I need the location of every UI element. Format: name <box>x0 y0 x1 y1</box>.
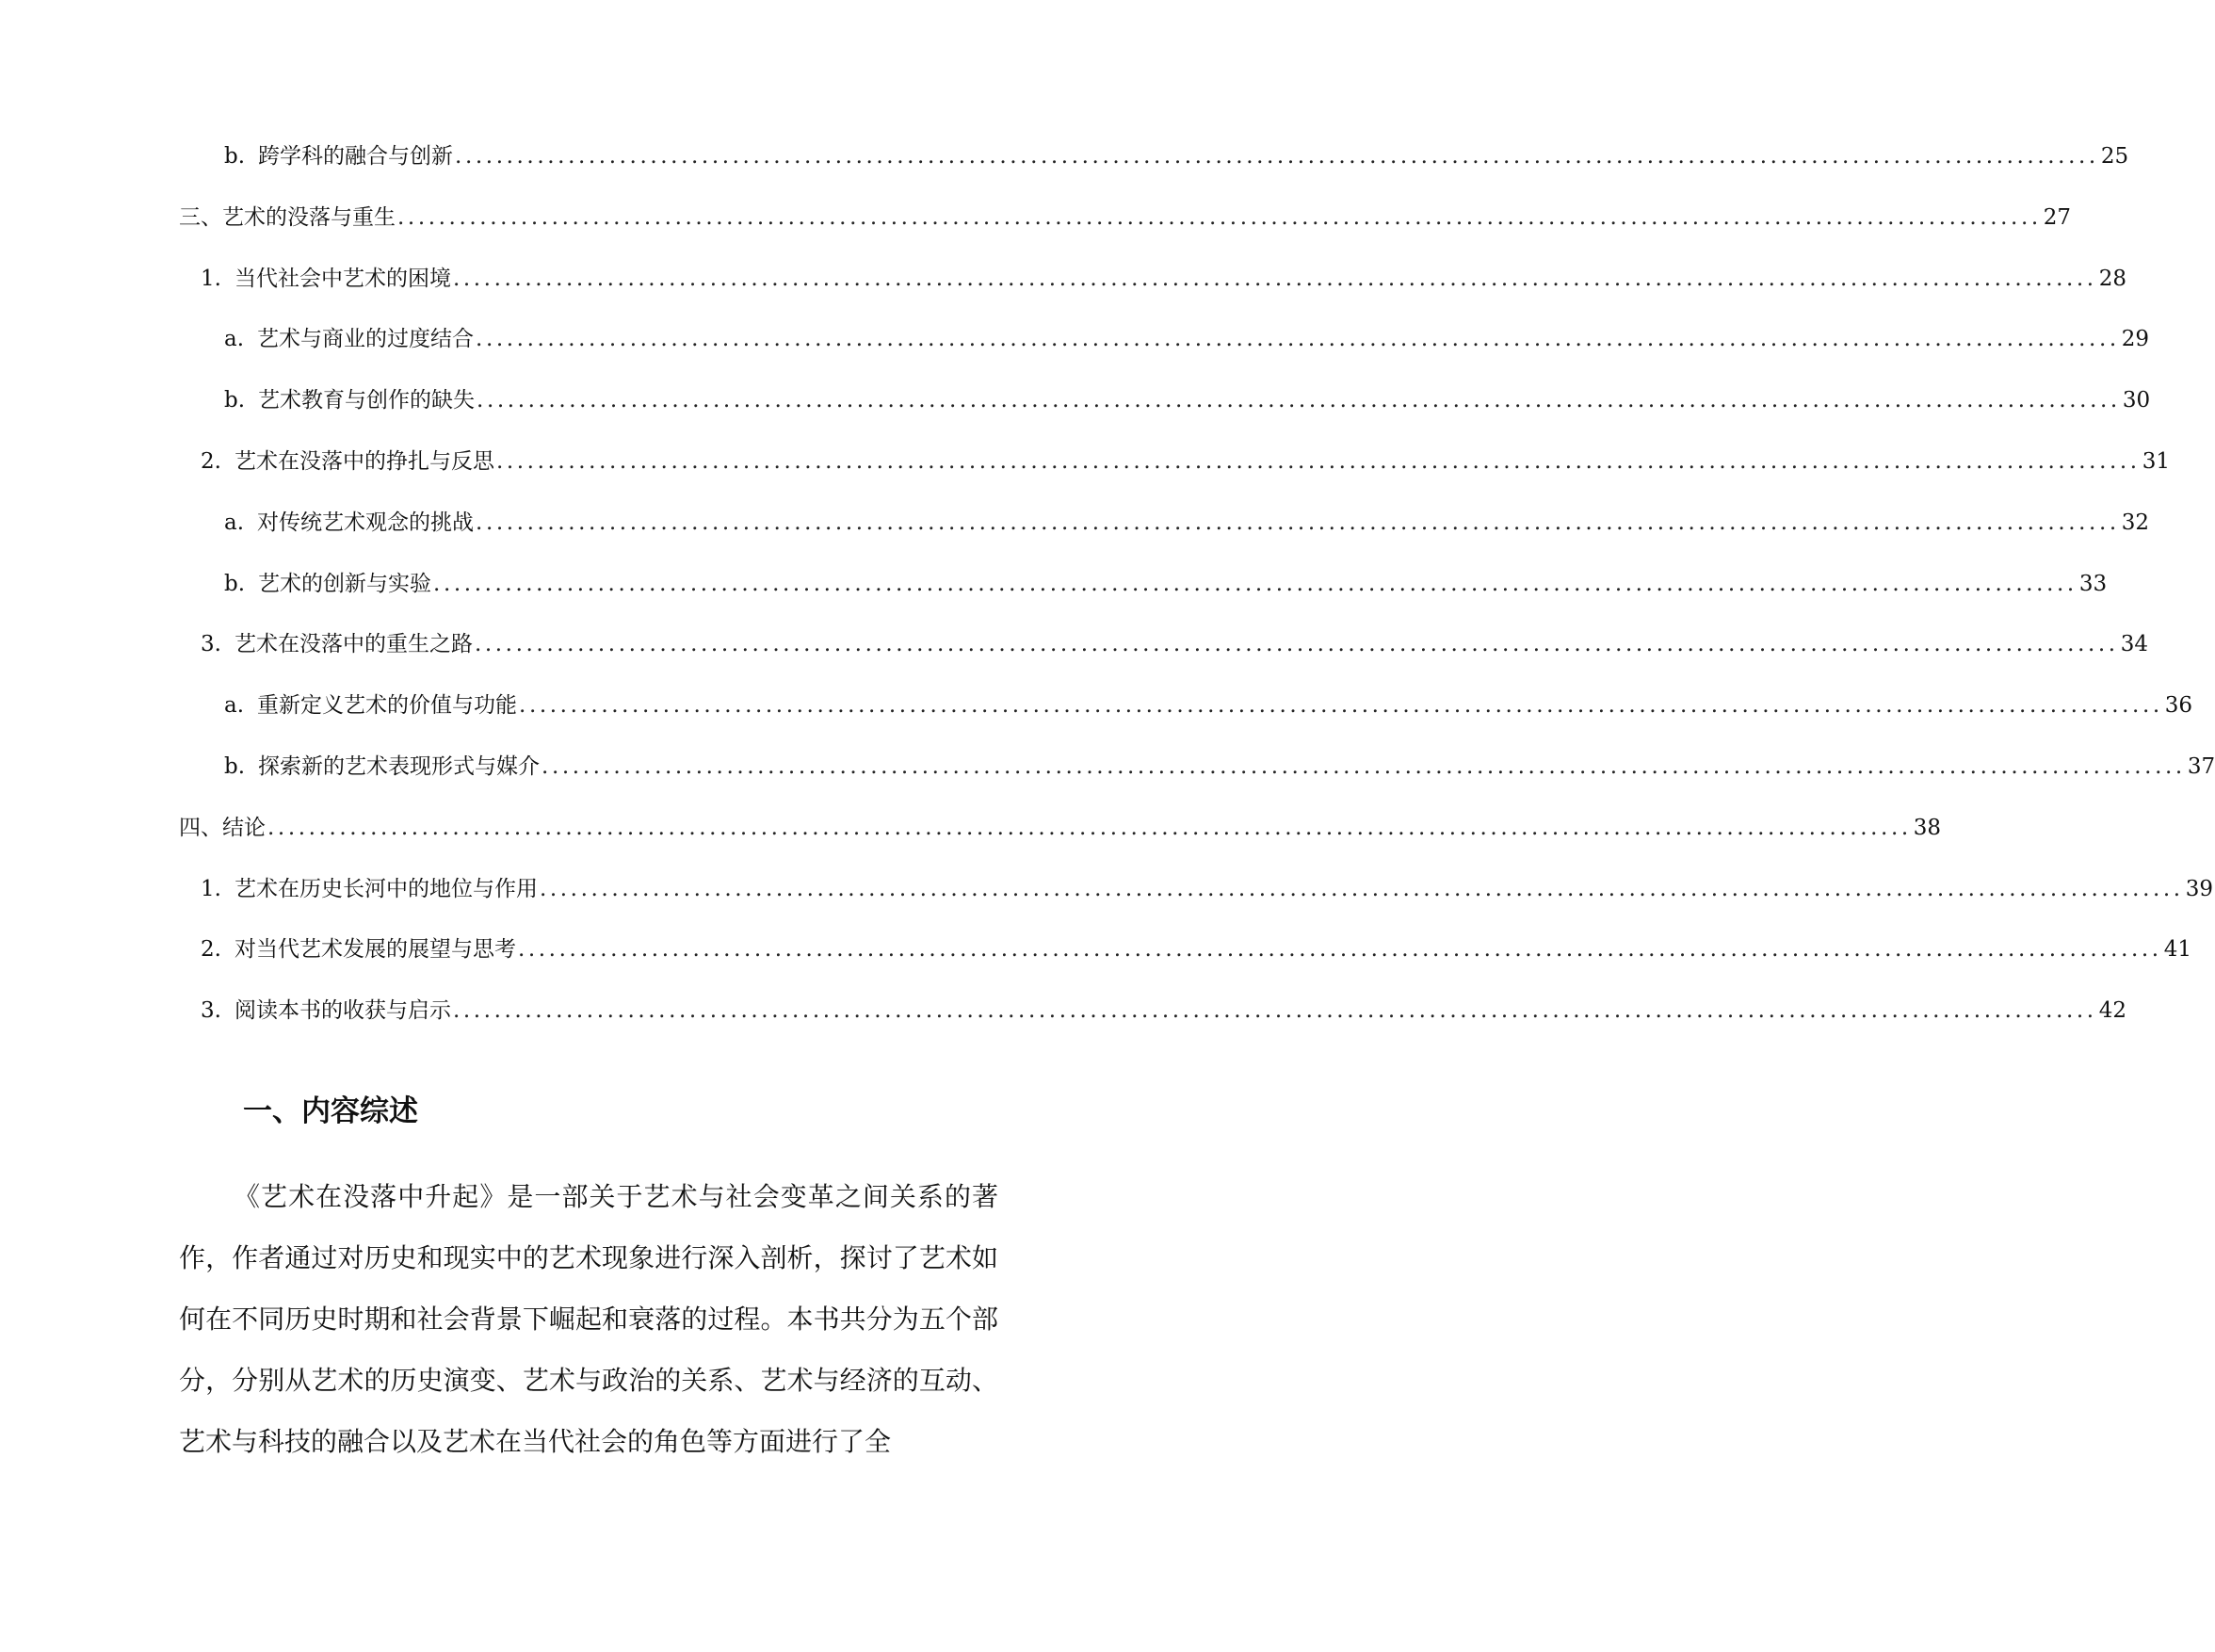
toc-entry-title: 艺术在没落中的挣扎与反思 <box>234 449 494 474</box>
toc-dot-leader: ................................................................................................................................................................ <box>452 267 2097 291</box>
toc-entry-number: 三、 <box>179 205 222 230</box>
toc-entry[interactable] <box>224 748 2215 786</box>
toc-entry[interactable] <box>224 381 2151 419</box>
toc-dot-leader: ................................................................................................................................................................ <box>539 877 2184 901</box>
toc-entry-number: 四、 <box>179 816 222 840</box>
toc-entry-page: 38 <box>1913 816 1942 840</box>
toc-dot-leader: ................................................................................................................................................................ <box>495 449 2141 474</box>
toc-entry[interactable] <box>201 992 2126 1029</box>
toc-entry-number: b. <box>224 572 246 596</box>
toc-dot-leader: ................................................................................................................................................................ <box>433 572 2078 596</box>
toc-entry-title: 结论 <box>222 816 266 840</box>
toc-entry-title: 阅读本书的收获与启示 <box>234 998 451 1023</box>
toc-entry-title: 跨学科的融合与创新 <box>258 144 454 169</box>
toc-entry-page: 31 <box>2142 449 2170 474</box>
toc-entry-page: 27 <box>2043 205 2072 230</box>
toc-entry[interactable] <box>224 138 2129 175</box>
toc-dot-leader: ................................................................................................................................................................ <box>474 632 2119 656</box>
toc-entry-number: 3. <box>201 632 221 656</box>
toc-entry-number: b. <box>224 754 246 779</box>
toc-dot-leader: ................................................................................................................................................................ <box>476 327 2120 351</box>
toc-entry-number: b. <box>224 388 246 413</box>
toc-entry-title: 艺术的没落与重生 <box>222 205 396 230</box>
toc-entry-number: 2. <box>201 937 221 962</box>
toc-entry-number: 1. <box>201 877 221 901</box>
toc-entry-page: 32 <box>2121 510 2150 535</box>
toc-entry-title: 对传统艺术观念的挑战 <box>257 510 475 535</box>
toc-entry-title: 对当代艺术发展的展望与思考 <box>234 937 516 962</box>
toc-entry[interactable] <box>224 504 2150 542</box>
toc-entry[interactable] <box>224 320 2150 358</box>
toc-entry-number: 2. <box>201 449 221 474</box>
toc-dot-leader: ................................................................................................................................................................ <box>542 754 2186 779</box>
toc-entry-page: 37 <box>2187 754 2215 779</box>
toc-entry-page: 36 <box>2164 693 2193 718</box>
toc-entry-title: 艺术在历史长河中的地位与作用 <box>234 877 538 901</box>
toc-dot-leader: ................................................................................................................................................................ <box>517 937 2162 962</box>
toc-entry[interactable] <box>201 625 2148 663</box>
toc-entry-title: 艺术教育与创作的缺失 <box>258 388 476 413</box>
toc-dot-leader: ................................................................................................................................................................ <box>267 816 1912 840</box>
toc-entry-page: 25 <box>2100 144 2129 169</box>
toc-entry-page: 33 <box>2078 572 2108 596</box>
toc-entry-page: 29 <box>2121 327 2150 351</box>
toc-entry[interactable] <box>201 443 2170 480</box>
toc-dot-leader: ................................................................................................................................................................ <box>397 205 2042 230</box>
toc-entry-page: 42 <box>2098 998 2126 1023</box>
toc-entry-page: 39 <box>2185 877 2213 901</box>
toc-entry[interactable] <box>201 931 2191 968</box>
toc-entry-number: 1. <box>201 267 221 291</box>
toc-entry[interactable] <box>179 199 2072 236</box>
toc-entry[interactable] <box>201 870 2213 908</box>
toc-entry-title: 艺术在没落中的重生之路 <box>234 632 473 656</box>
toc-entry[interactable] <box>224 565 2108 603</box>
section-paragraph: 《艺术在没落中升起》是一部关于艺术与社会变革之间关系的著作，作者通过对历史和现实中的艺术现象进行深入剖析，探讨了艺术如何在不同历史时期和社会背景下崛起和衰落的过程。本书共分为五个部分，分别从艺术的历史演变、艺术与政治的关系、艺术与经济的互动、艺术与科技的融合以及艺术在当代社会的角色等方面进行了全 <box>179 1181 998 1457</box>
toc-entry-number: a. <box>224 327 245 351</box>
toc-entry-page: 41 <box>2163 937 2191 962</box>
toc-entry-title: 探索新的艺术表现形式与媒介 <box>258 754 541 779</box>
toc-entry-number: b. <box>224 144 246 169</box>
toc-dot-leader: ................................................................................................................................................................ <box>476 510 2120 535</box>
toc-dot-leader: ................................................................................................................................................................ <box>519 693 2163 718</box>
toc-entry-title: 艺术与商业的过度结合 <box>257 327 475 351</box>
toc-entry[interactable] <box>201 260 2126 298</box>
toc-entry-page: 28 <box>2098 267 2126 291</box>
toc-dot-leader: ................................................................................................................................................................ <box>452 998 2097 1023</box>
toc-dot-leader: ................................................................................................................................................................ <box>477 388 2121 413</box>
toc-entry[interactable] <box>179 809 1942 847</box>
toc-entry-title: 重新定义艺术的价值与功能 <box>257 693 518 718</box>
toc-dot-leader: ................................................................................................................................................................ <box>455 144 2099 169</box>
toc-entry-page: 34 <box>2120 632 2148 656</box>
toc-entry[interactable] <box>224 687 2193 724</box>
toc-entry-number: a. <box>224 693 245 718</box>
toc-entry-title: 艺术的创新与实验 <box>258 572 432 596</box>
section-heading: 一、内容综述 <box>243 1094 418 1128</box>
toc-entry-number: 3. <box>201 998 221 1023</box>
toc-entry-title: 当代社会中艺术的困境 <box>234 267 451 291</box>
toc-entry-number: a. <box>224 510 245 535</box>
toc-entry-page: 30 <box>2122 388 2151 413</box>
